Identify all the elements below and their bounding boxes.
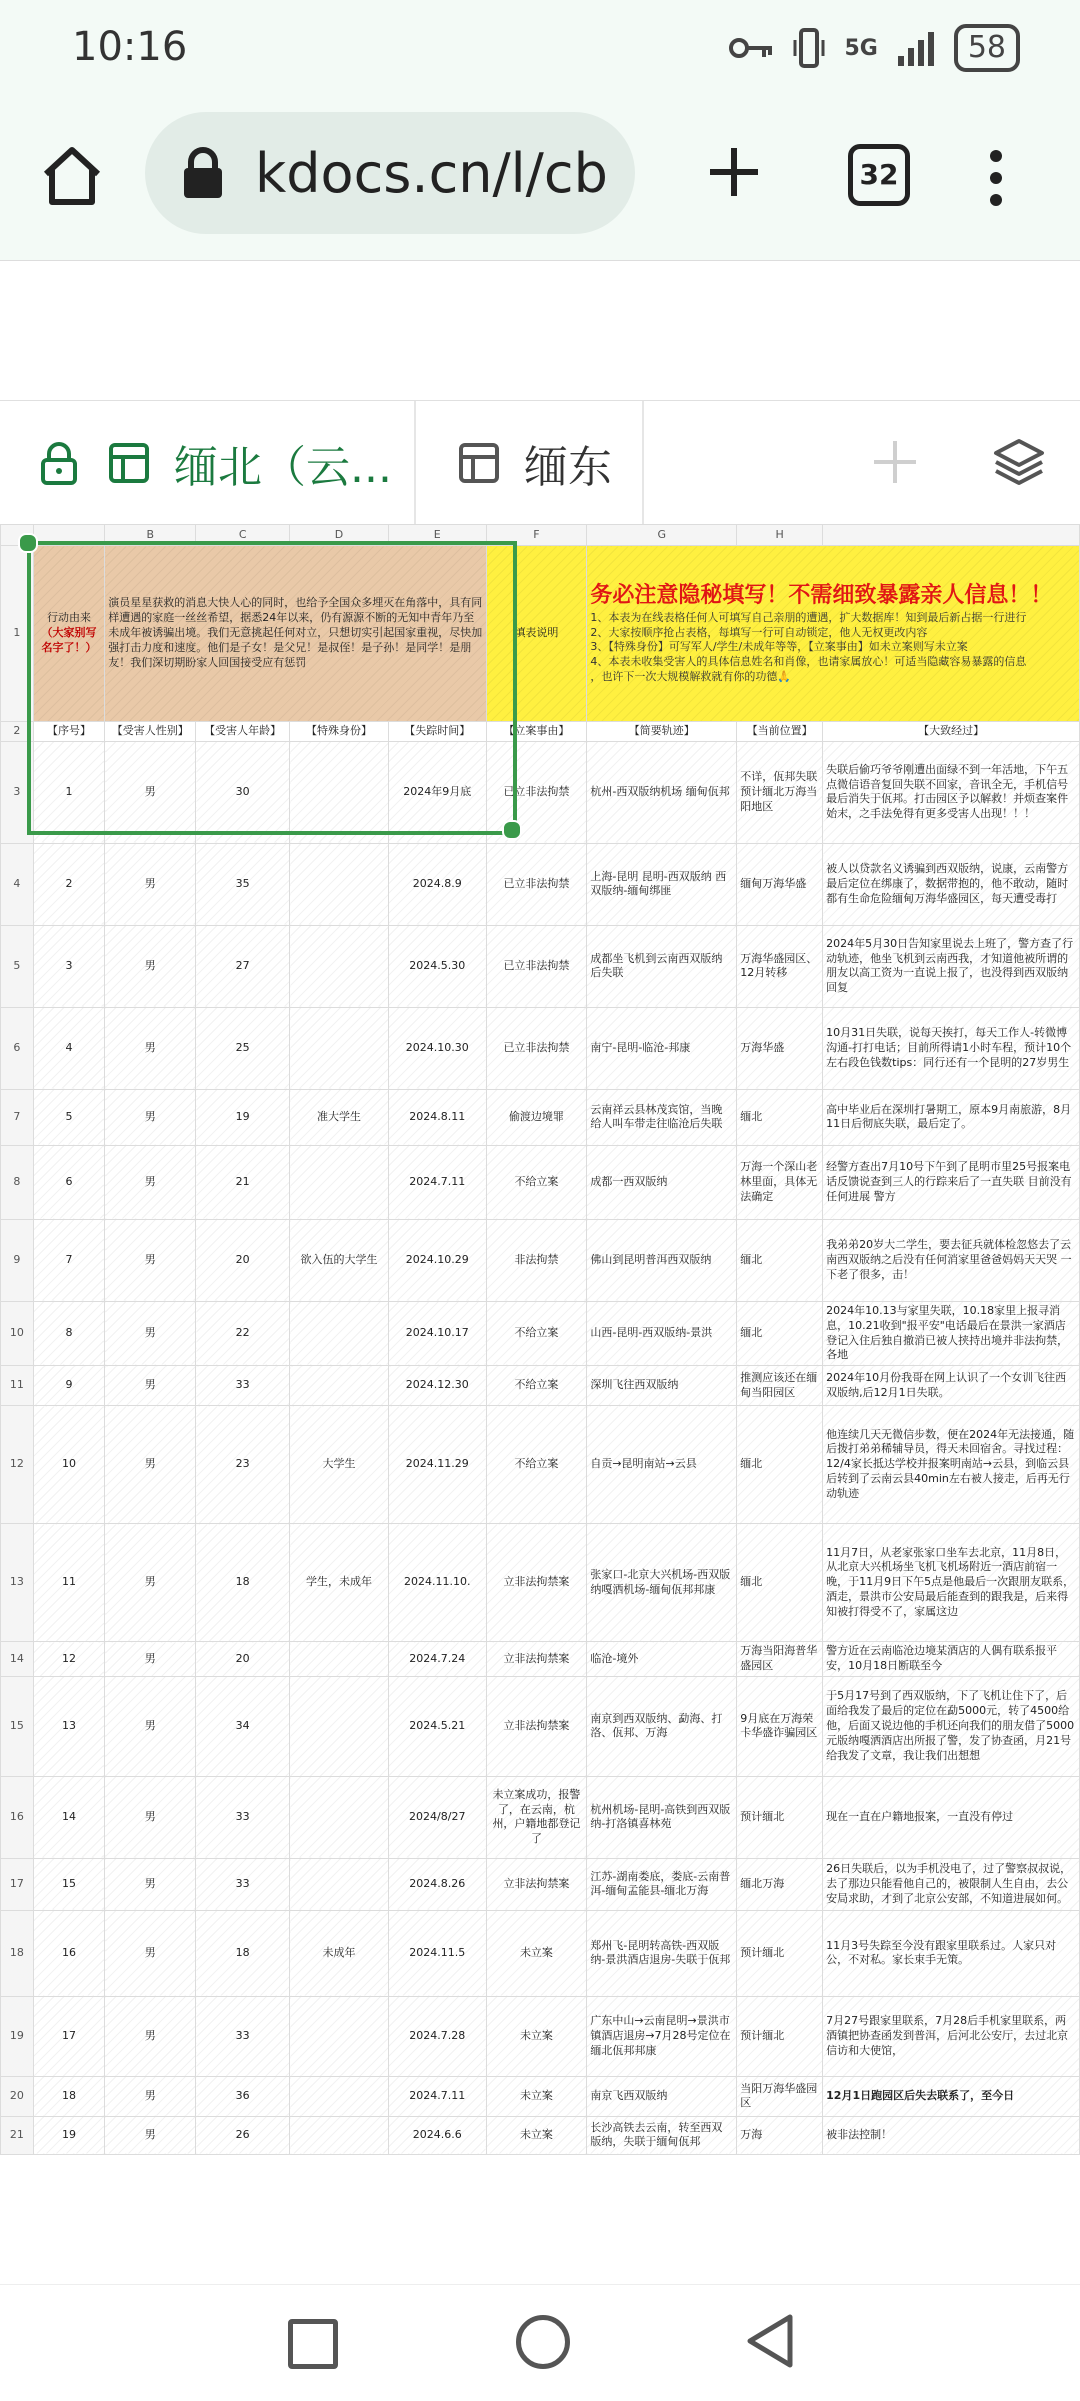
cell-age[interactable]: 22 bbox=[196, 1301, 290, 1365]
cell-id[interactable]: 欲入伍的大学生 bbox=[290, 1219, 389, 1301]
cell-time[interactable]: 2024.7.28 bbox=[388, 1996, 486, 2076]
cell-n[interactable]: 12 bbox=[33, 1642, 104, 1677]
row-number: 13 bbox=[1, 1524, 34, 1642]
header-cell[interactable]: 【大致经过】 bbox=[823, 722, 1080, 742]
cell-age[interactable]: 34 bbox=[196, 1676, 290, 1776]
cell-loc[interactable]: 缅北 bbox=[737, 1524, 823, 1642]
cell-route[interactable]: 深圳飞往西双版纳 bbox=[587, 1366, 737, 1406]
cell-loc[interactable]: 缅甸万海华盛 bbox=[737, 843, 823, 925]
cell-n[interactable]: 15 bbox=[33, 1858, 104, 1910]
cell-desc[interactable]: 10月31日失联，说每天挨打，每天工作人-转微博沟通-打打电话；目前所得请1小时车程，预计10个左右段色钱数tips：同行还有一个昆明的27岁男生 bbox=[823, 1007, 1080, 1089]
sheet-tab-label: 缅东 bbox=[524, 442, 612, 493]
cell-id[interactable] bbox=[290, 741, 389, 843]
header-cell[interactable]: 【受害人年龄】 bbox=[196, 722, 290, 742]
cell-age[interactable]: 20 bbox=[196, 1642, 290, 1677]
cell-time[interactable]: 2024/8/27 bbox=[388, 1776, 486, 1858]
cell-desc[interactable]: 2024年10.13与家里失联，10.18家里上报寻消息，10.21收到"报平安"电话最后在景洪一家酒店登记入住后独自撤消已被人挟持出境并非法拘禁，各地 bbox=[823, 1301, 1080, 1365]
selection-handle[interactable] bbox=[502, 820, 522, 840]
table-row bbox=[1, 1524, 1080, 1642]
cell-route[interactable]: 南宁-昆明-临沧-邦康 bbox=[587, 1007, 737, 1089]
cell-id[interactable] bbox=[290, 925, 389, 1007]
cell-time[interactable]: 2024年9月底 bbox=[388, 741, 486, 843]
cell-time[interactable]: 2024.11.10. bbox=[388, 1524, 486, 1642]
row-number: 12 bbox=[1, 1406, 34, 1524]
cell-loc[interactable]: 万海一个深山老林里面，具体无法确定 bbox=[737, 1145, 823, 1219]
cell-case[interactable]: 立非法拘禁案 bbox=[486, 1642, 587, 1677]
cell-desc[interactable]: 失联后偷巧爷爷刚遭出面绿不到一年活地，下午五点微信语音复回失联不回家，音讯全无，手机信号最后消失于佤邦。打击园区予以解救！并烦查案件始末，之手法免得有更多受害人出现！！！ bbox=[823, 741, 1080, 843]
cell-age[interactable]: 30 bbox=[196, 741, 290, 843]
cell-n[interactable]: 17 bbox=[33, 1996, 104, 2076]
cell-n[interactable]: 7 bbox=[33, 1219, 104, 1301]
cell-time[interactable]: 2024.10.30 bbox=[388, 1007, 486, 1089]
cell-n[interactable]: 6 bbox=[33, 1145, 104, 1219]
cell-desc[interactable]: 12月1日跑园区后失去联系了，至今日 bbox=[823, 2076, 1080, 2116]
cell-id[interactable]: 大学生 bbox=[290, 1406, 389, 1524]
cell-case[interactable]: 已立非法拘禁 bbox=[486, 741, 587, 843]
cell-route[interactable]: 广东中山→云南昆明→景洪市镇酒店退房→7月28号定位在缅北佤邦邦康 bbox=[587, 1996, 737, 2076]
table-row bbox=[1, 1676, 1080, 1776]
cell-desc[interactable]: 11月3号失踪至今没有跟家里联系过。人家只对公，不对私。家长束手无策。 bbox=[823, 1910, 1080, 1996]
cell-time[interactable]: 2024.7.24 bbox=[388, 1642, 486, 1677]
cell-time[interactable]: 2024.8.11 bbox=[388, 1089, 486, 1145]
cell-loc[interactable]: 缅北 bbox=[737, 1406, 823, 1524]
row-number: 15 bbox=[1, 1676, 34, 1776]
column-header[interactable]: H bbox=[737, 525, 823, 546]
cell-route[interactable]: 山西-昆明-西双版纳-景洪 bbox=[587, 1301, 737, 1365]
cell-case[interactable]: 已立非法拘禁 bbox=[486, 1007, 587, 1089]
cell-id[interactable] bbox=[290, 1776, 389, 1858]
cell-route[interactable]: 成都一西双版纳 bbox=[587, 1145, 737, 1219]
cell-id[interactable] bbox=[290, 1366, 389, 1406]
row-number: 6 bbox=[1, 1007, 34, 1089]
table-row bbox=[1, 1366, 1080, 1406]
cell-sex[interactable]: 男 bbox=[105, 1642, 196, 1677]
recents-button[interactable] bbox=[288, 2319, 338, 2369]
cell-case[interactable]: 未立案 bbox=[486, 2116, 587, 2154]
cell-route[interactable]: 成都坐飞机到云南西双版纳后失联 bbox=[587, 925, 737, 1007]
cell-loc[interactable]: 万海 bbox=[737, 2116, 823, 2154]
lock-icon bbox=[181, 146, 225, 200]
cell-time[interactable]: 2024.8.9 bbox=[388, 843, 486, 925]
column-header-row bbox=[1, 525, 1080, 546]
cell-route[interactable]: 临沧-境外 bbox=[587, 1642, 737, 1677]
cell-desc[interactable]: 警方近在云南临沧边境某酒店的人偶有联系报平安，10月18日断联至今 bbox=[823, 1642, 1080, 1677]
cell-n[interactable]: 1 bbox=[33, 741, 104, 843]
add-sheet-icon[interactable] bbox=[870, 437, 920, 487]
cell-n[interactable]: 13 bbox=[33, 1676, 104, 1776]
cell-intro[interactable]: 演员星星获救的消息大快人心的同时，也给予全国众多埋灭在角落中，具有同样遭遇的家庭一丝丝希望，据悉24年以来，仍有源源不断的无知中青年乃至未成年被诱骗出境。我们无意挑起任何对立，只想切实引起国家重视，尽快加强打击力度和速度。他们是子女！是父兄！是叔侄！是子孙！是同学！是朋友！我们深切期盼家人回国接受应有惩罚 bbox=[105, 546, 486, 722]
cell-id[interactable] bbox=[290, 1007, 389, 1089]
status-time: 10:16 bbox=[72, 24, 188, 70]
cell-loc[interactable]: 万海华盛园区、12月转移 bbox=[737, 925, 823, 1007]
cell-case[interactable]: 立非法拘禁案 bbox=[486, 1524, 587, 1642]
toolbar-area bbox=[0, 260, 1080, 401]
status-icons bbox=[728, 24, 1020, 72]
cell-sex[interactable]: 男 bbox=[105, 1996, 196, 2076]
cell-case[interactable]: 立非法拘禁案 bbox=[486, 1676, 587, 1776]
cell-loc[interactable]: 缅北万海 bbox=[737, 1858, 823, 1910]
cell-desc[interactable]: 2024年5月30日告知家里说去上班了，警方查了行动轨迹，他坐飞机到云南西我，才知道他被所谓的朋友以高工资为一直说上报了，也没得到西双版纳回复 bbox=[823, 925, 1080, 1007]
cell-age[interactable]: 33 bbox=[196, 1858, 290, 1910]
row-number: 9 bbox=[1, 1219, 34, 1301]
table-row bbox=[1, 1406, 1080, 1524]
cell-desc[interactable]: 26日失联后，以为手机没电了，过了警察叔叔说，去了那边只能看他自己的，被限制人生自由，去公安局求助，才到了北京公安部，不知道进展如何。 bbox=[823, 1858, 1080, 1910]
cell-sex[interactable]: 男 bbox=[105, 2116, 196, 2154]
table-row: 1 行动由来（大家别写名字了！） 演员星星获救的消息大快人心的同时，也给予全国众多埋灭在角落中，具有同样遭遇的家庭一丝丝希望，据悉24年以来，仍有源源不断的无知中青年乃至未成年被诱骗出境。我们无意挑起任何对立，只想切实引起国家重视，尽快加强打击力度和速度。他们是子女！是父兄！是叔侄！是子孙！是同学！是朋友！我们深切期盼家人回国接受应有惩罚 填表说明 务必注意隐秘填写！不需细致暴露亲人信息！！ 1、本表为在线表格任何人可填写自己亲朋的遭遇，扩大数据库！知到最后新占据一行进行 2、大家按顺序抢占表格，每填写一行可自动锁定，他人无权更改内容 3、【特殊身份】可写军人/学生/未成年等等，【立案事由】如未立案则写未立案 4、本表未收集受害人的具体信息姓名和肖像，也请家属放心！可适当隐藏容易暴露的信息 ，也许下一次大规模解救就有你的功德🙏 bbox=[1, 546, 1080, 722]
cell-age[interactable]: 18 bbox=[196, 1524, 290, 1642]
cell-time[interactable]: 2024.5.21 bbox=[388, 1676, 486, 1776]
more-menu-icon[interactable] bbox=[988, 148, 1004, 208]
table-row bbox=[1, 741, 1080, 843]
cell-route[interactable]: 杭州机场-昆明-高铁到西双版纳-打洛镇喜林苑 bbox=[587, 1776, 737, 1858]
cell-sex[interactable]: 男 bbox=[105, 1524, 196, 1642]
header-cell[interactable]: 【立案事由】 bbox=[486, 722, 587, 742]
cell-n[interactable]: 14 bbox=[33, 1776, 104, 1858]
cell-route[interactable]: 张家口-北京大兴机场-西双版纳嘎洒机场-缅甸佤邦邦康 bbox=[587, 1524, 737, 1642]
column-header[interactable]: C bbox=[196, 525, 290, 546]
cell-loc[interactable]: 万海当阳海普华盛园区 bbox=[737, 1642, 823, 1677]
sheet-tab-bar bbox=[0, 400, 1080, 526]
cell-desc[interactable]: 被人以贷款名义诱骗到西双版纳，说康，云南警方最后定位在绑康了，数据带抱的，他不敢动，随时都有生命危险缅甸万海华盛园区，每天遭受毒打 bbox=[823, 843, 1080, 925]
cell-sex[interactable]: 男 bbox=[105, 1007, 196, 1089]
cell-age[interactable]: 23 bbox=[196, 1406, 290, 1524]
column-header[interactable]: B bbox=[105, 525, 196, 546]
cell-n[interactable]: 4 bbox=[33, 1007, 104, 1089]
cell-time[interactable]: 2024.8.26 bbox=[388, 1858, 486, 1910]
cell-route[interactable]: 郑州飞-昆明转高铁-西双版纳-景洪酒店退房-失联于佤邦 bbox=[587, 1910, 737, 1996]
cell-sex[interactable]: 男 bbox=[105, 1145, 196, 1219]
vpn-key-icon bbox=[728, 35, 774, 61]
table-row bbox=[1, 1145, 1080, 1219]
cell-sex[interactable]: 男 bbox=[105, 843, 196, 925]
cell-age[interactable]: 36 bbox=[196, 2076, 290, 2116]
table-row bbox=[1, 2076, 1080, 2116]
cell-age[interactable]: 27 bbox=[196, 925, 290, 1007]
cell-case[interactable]: 未立案 bbox=[486, 2076, 587, 2116]
sheet-table bbox=[0, 524, 1080, 2155]
cell-case[interactable]: 不给立案 bbox=[486, 1366, 587, 1406]
table-row bbox=[1, 843, 1080, 925]
cell-sex[interactable]: 男 bbox=[105, 1219, 196, 1301]
row-number: 17 bbox=[1, 1858, 34, 1910]
cell-route[interactable]: 杭州-西双版纳机场 缅甸佤邦 bbox=[587, 741, 737, 843]
column-header[interactable]: D bbox=[290, 525, 389, 546]
cell-age[interactable]: 26 bbox=[196, 2116, 290, 2154]
sheet-tab-label: 缅北（云... bbox=[174, 442, 392, 493]
cell-n[interactable]: 2 bbox=[33, 843, 104, 925]
cell-loc[interactable]: 推测应该还在缅甸当阳园区 bbox=[737, 1366, 823, 1406]
cell-sex[interactable]: 男 bbox=[105, 741, 196, 843]
home-icon[interactable] bbox=[40, 144, 104, 208]
table-row bbox=[1, 1007, 1080, 1089]
cell-n[interactable]: 3 bbox=[33, 925, 104, 1007]
cell-age[interactable]: 19 bbox=[196, 1089, 290, 1145]
cell-case[interactable]: 已立非法拘禁 bbox=[486, 843, 587, 925]
row-number: 4 bbox=[1, 843, 34, 925]
sheet-grid-icon bbox=[108, 442, 150, 484]
cell-loc[interactable]: 万海华盛 bbox=[737, 1007, 823, 1089]
cell-age[interactable]: 21 bbox=[196, 1145, 290, 1219]
cell-id[interactable]: 准大学生 bbox=[290, 1089, 389, 1145]
cell-age[interactable]: 33 bbox=[196, 1366, 290, 1406]
cell-route[interactable]: 南京飞西双版纳 bbox=[587, 2076, 737, 2116]
cell-desc[interactable]: 我弟弟20岁大二学生，要去征兵就体检忽悠去了云南西双版纳之后没有任何消家里爸爸妈妈天天哭 一下老了很多，击！ bbox=[823, 1219, 1080, 1301]
cell-n[interactable]: 16 bbox=[33, 1910, 104, 1996]
cell-case[interactable]: 非法拘禁 bbox=[486, 1219, 587, 1301]
header-cell[interactable]: 【简要轨迹】 bbox=[587, 722, 737, 742]
cell-case[interactable]: 已立非法拘禁 bbox=[486, 925, 587, 1007]
cell-age[interactable]: 35 bbox=[196, 843, 290, 925]
new-tab-icon[interactable] bbox=[706, 144, 762, 200]
table-row bbox=[1, 1776, 1080, 1858]
cell-n[interactable]: 8 bbox=[33, 1301, 104, 1365]
cell-loc[interactable]: 缅北 bbox=[737, 1219, 823, 1301]
header-cell[interactable]: 【特殊身份】 bbox=[290, 722, 389, 742]
row-number: 11 bbox=[1, 1366, 34, 1406]
cell-id[interactable]: 学生，未成年 bbox=[290, 1524, 389, 1642]
cell-time[interactable]: 2024.6.6 bbox=[388, 2116, 486, 2154]
cell-case[interactable]: 未立案 bbox=[486, 1996, 587, 2076]
cell-n[interactable]: 10 bbox=[33, 1406, 104, 1524]
cell-case[interactable]: 不给立案 bbox=[486, 1406, 587, 1524]
table-row bbox=[1, 1910, 1080, 1996]
cell-n[interactable]: 5 bbox=[33, 1089, 104, 1145]
cell-age[interactable]: 18 bbox=[196, 1910, 290, 1996]
signal-icon bbox=[896, 30, 936, 66]
data-rows bbox=[1, 741, 1080, 2154]
cell-time[interactable]: 2024.12.30 bbox=[388, 1366, 486, 1406]
cell-sex[interactable]: 男 bbox=[105, 1776, 196, 1858]
row-number: 18 bbox=[1, 1910, 34, 1996]
header-cell[interactable]: 【当前位置】 bbox=[737, 722, 823, 742]
cell-desc[interactable]: 现在一直在户籍地报案，一直没有停过 bbox=[823, 1776, 1080, 1858]
row-number: 3 bbox=[1, 741, 34, 843]
cell-age[interactable]: 20 bbox=[196, 1219, 290, 1301]
sheet-grid-icon bbox=[458, 442, 500, 484]
row-number: 19 bbox=[1, 1996, 34, 2076]
cell-n[interactable]: 19 bbox=[33, 2116, 104, 2154]
cell-desc[interactable]: 经警方查出7月10号下午到了昆明市里25号报案电话反馈说查到三人的行踪来后了一直失联 目前没有任何进展 警方 bbox=[823, 1145, 1080, 1219]
cell-id[interactable] bbox=[290, 1858, 389, 1910]
spreadsheet-grid[interactable] bbox=[0, 524, 1080, 2284]
cell-route[interactable]: 上海-昆明 昆明-西双版纳 西双版纳-缅甸绑匪 bbox=[587, 843, 737, 925]
cell-case[interactable]: 未立案 bbox=[486, 1910, 587, 1996]
cell-id[interactable] bbox=[290, 2076, 389, 2116]
tab-sheet-1[interactable] bbox=[0, 401, 416, 525]
row-number: 8 bbox=[1, 1145, 34, 1219]
cell-age[interactable]: 25 bbox=[196, 1007, 290, 1089]
cell-route[interactable]: 长沙高铁去云南，转至西双版纳，失联于缅甸佤邦 bbox=[587, 2116, 737, 2154]
cell-sex[interactable]: 男 bbox=[105, 1676, 196, 1776]
cell-id[interactable] bbox=[290, 2116, 389, 2154]
cell-route[interactable]: 江苏-湖南娄底，娄底-云南普洱-缅甸孟能县-缅北万海 bbox=[587, 1858, 737, 1910]
cell-origin[interactable]: 行动由来（大家别写名字了！） bbox=[33, 546, 104, 722]
address-bar[interactable] bbox=[145, 112, 635, 234]
cell-id[interactable] bbox=[290, 1642, 389, 1677]
cell-desc[interactable]: 被非法控制！ bbox=[823, 2116, 1080, 2154]
table-row bbox=[1, 1219, 1080, 1301]
cell-time[interactable]: 2024.7.11 bbox=[388, 1145, 486, 1219]
cell-desc[interactable]: 高中毕业后在深圳打暑期工，原本9月南旅游，8月11日后彻底失联，最后定了。 bbox=[823, 1089, 1080, 1145]
home-button[interactable] bbox=[516, 2315, 570, 2369]
table-row bbox=[1, 925, 1080, 1007]
cell-sex[interactable]: 男 bbox=[105, 1301, 196, 1365]
table-row bbox=[1, 1996, 1080, 2076]
cell-id[interactable] bbox=[290, 843, 389, 925]
cell-loc[interactable]: 当阳万海华盛园区 bbox=[737, 2076, 823, 2116]
table-row bbox=[1, 1301, 1080, 1365]
status-bar bbox=[0, 0, 1080, 100]
cell-fill-instructions[interactable]: 填表说明 bbox=[486, 546, 587, 722]
row-number: 10 bbox=[1, 1301, 34, 1365]
cell-route[interactable]: 南京到西双版纳、勐海、打洛、佤邦、万海 bbox=[587, 1676, 737, 1776]
column-header[interactable]: E bbox=[388, 525, 486, 546]
cell-n[interactable]: 11 bbox=[33, 1524, 104, 1642]
table-row bbox=[1, 1858, 1080, 1910]
cell-id[interactable]: 未成年 bbox=[290, 1910, 389, 1996]
cell-sex[interactable]: 男 bbox=[105, 1089, 196, 1145]
cell-id[interactable] bbox=[290, 1996, 389, 2076]
selection-handle[interactable] bbox=[18, 533, 38, 553]
cell-notice[interactable]: 务必注意隐秘填写！不需细致暴露亲人信息！！ 1、本表为在线表格任何人可填写自己亲朋的遭遇，扩大数据库！知到最后新占据一行进行 2、大家按顺序抢占表格，每填写一行可自动锁定，他人无权更改内容 3、【特殊身份】可写军人/学生/未成年等等，【立案事由】如未立案则写未立案 4、本表未收集受害人的具体信息姓名和肖像，也请家属放心！可适当隐藏容易暴露的信息 ，也许下一次大规模解救就有你的功德🙏 bbox=[587, 546, 1080, 722]
cell-loc[interactable]: 预计缅北 bbox=[737, 1996, 823, 2076]
cell-loc[interactable]: 缅北 bbox=[737, 1301, 823, 1365]
cell-time[interactable]: 2024.10.29 bbox=[388, 1219, 486, 1301]
cell-age[interactable]: 33 bbox=[196, 1776, 290, 1858]
cell-time[interactable]: 2024.11.29 bbox=[388, 1406, 486, 1524]
cell-desc[interactable]: 11月7日，从老家张家口坐车去北京，11月8日，从北京大兴机场坐飞机飞机场附近一酒店前宿一晚，于11月9日下午5点是他最后一次跟朋友联系，酒走，景洪市公安局最后能查到的跟我是，后来得知被打得受不了，家属这边 bbox=[823, 1524, 1080, 1642]
cell-sex[interactable]: 男 bbox=[105, 1366, 196, 1406]
cell-loc[interactable]: 9月底在万海荣卡华盛诈骗园区 bbox=[737, 1676, 823, 1776]
header-row: 2 【序号】 【受害人性别】 【受害人年龄】 【特殊身份】 【失踪时间】 【立案事由】 【简要轨迹】 【当前位置】 【大致经过】 bbox=[1, 722, 1080, 742]
cell-case[interactable]: 不给立案 bbox=[486, 1145, 587, 1219]
cell-case[interactable]: 未立案成功，报警了，在云南，杭州，户籍地都登记了 bbox=[486, 1776, 587, 1858]
network-type: 5G bbox=[844, 35, 878, 61]
cell-sex[interactable]: 男 bbox=[105, 2076, 196, 2116]
cell-id[interactable] bbox=[290, 1301, 389, 1365]
row-number: 5 bbox=[1, 925, 34, 1007]
cell-id[interactable] bbox=[290, 1145, 389, 1219]
cell-desc[interactable]: 于5月17号到了西双版纳，下了飞机让住下了，后面给我发了最后的定位在勐5000元，转了4500给他，后面又说边他的手机还向我们的朋友借了5000元版纳嘎洒酒店出所报了警，发了协查函，月21号给我发了文章，我让我们出想想 bbox=[823, 1676, 1080, 1776]
cell-loc[interactable]: 预计缅北 bbox=[737, 1910, 823, 1996]
column-header[interactable]: G bbox=[587, 525, 737, 546]
cell-loc[interactable]: 缅北 bbox=[737, 1089, 823, 1145]
cell-sex[interactable]: 男 bbox=[105, 1406, 196, 1524]
header-cell[interactable]: 【失踪时间】 bbox=[388, 722, 486, 742]
cell-sex[interactable]: 男 bbox=[105, 1858, 196, 1910]
column-header[interactable]: F bbox=[486, 525, 587, 546]
cell-n[interactable]: 18 bbox=[33, 2076, 104, 2116]
cell-time[interactable]: 2024.5.30 bbox=[388, 925, 486, 1007]
table-row bbox=[1, 1089, 1080, 1145]
browser-toolbar bbox=[0, 100, 1080, 260]
cell-sex[interactable]: 男 bbox=[105, 1910, 196, 1996]
cell-n[interactable]: 9 bbox=[33, 1366, 104, 1406]
cell-sex[interactable]: 男 bbox=[105, 925, 196, 1007]
url-text: kdocs.cn/l/cb bbox=[255, 141, 608, 205]
back-icon[interactable] bbox=[744, 2313, 796, 2369]
cell-age[interactable]: 33 bbox=[196, 1996, 290, 2076]
system-nav-bar bbox=[0, 2284, 1080, 2401]
cell-case[interactable]: 不给立案 bbox=[486, 1301, 587, 1365]
layers-icon[interactable] bbox=[992, 435, 1046, 489]
header-cell[interactable]: 【受害人性别】 bbox=[105, 722, 196, 742]
tab-switcher-button[interactable]: 32 bbox=[848, 144, 910, 206]
cell-time[interactable]: 2024.11.5 bbox=[388, 1910, 486, 1996]
cell-loc[interactable]: 不详，佤邦失联预计缅北万海当阳地区 bbox=[737, 741, 823, 843]
row-number: 21 bbox=[1, 2116, 34, 2154]
vibrate-icon bbox=[792, 28, 826, 68]
cell-desc[interactable]: 7月27号跟家里联系，7月28后手机家里联系，两酒镇把协查函发到普洱，后河北公安厅，去过北京信访和大使馆， bbox=[823, 1996, 1080, 2076]
cell-desc[interactable]: 他连续几天无微信步数，便在2024年无法接通，随后拨打弟弟稀辅导员，得天未回宿舍。寻找过程：12/4家长抵达学校并报案明南站→云县，到临云县后转到了云南云县40min左右被人接走，后再无行动轨迹 bbox=[823, 1406, 1080, 1524]
row-number: 14 bbox=[1, 1642, 34, 1677]
lock-icon bbox=[40, 441, 78, 485]
cell-route[interactable]: 自贡→昆明南站→云县 bbox=[587, 1406, 737, 1524]
cell-route[interactable]: 云南祥云县林茂宾馆，当晚给人叫车带走往临沧后失联 bbox=[587, 1089, 737, 1145]
header-cell[interactable]: 【序号】 bbox=[33, 722, 104, 742]
table-row bbox=[1, 1642, 1080, 1677]
cell-time[interactable]: 2024.7.11 bbox=[388, 2076, 486, 2116]
cell-loc[interactable]: 预计缅北 bbox=[737, 1776, 823, 1858]
row-number: 20 bbox=[1, 2076, 34, 2116]
cell-case[interactable]: 立非法拘禁案 bbox=[486, 1858, 587, 1910]
cell-id[interactable] bbox=[290, 1676, 389, 1776]
row-number: 7 bbox=[1, 1089, 34, 1145]
battery-indicator: 58 bbox=[954, 24, 1020, 72]
cell-case[interactable]: 偷渡边境罪 bbox=[486, 1089, 587, 1145]
cell-desc[interactable]: 2024年10月份我哥在网上认识了一个女训飞往西双版纳,后12月1日失联。 bbox=[823, 1366, 1080, 1406]
cell-time[interactable]: 2024.10.17 bbox=[388, 1301, 486, 1365]
table-row bbox=[1, 2116, 1080, 2154]
tab-sheet-2[interactable] bbox=[418, 401, 644, 525]
cell-route[interactable]: 佛山到昆明普洱西双版纳 bbox=[587, 1219, 737, 1301]
row-number: 16 bbox=[1, 1776, 34, 1858]
